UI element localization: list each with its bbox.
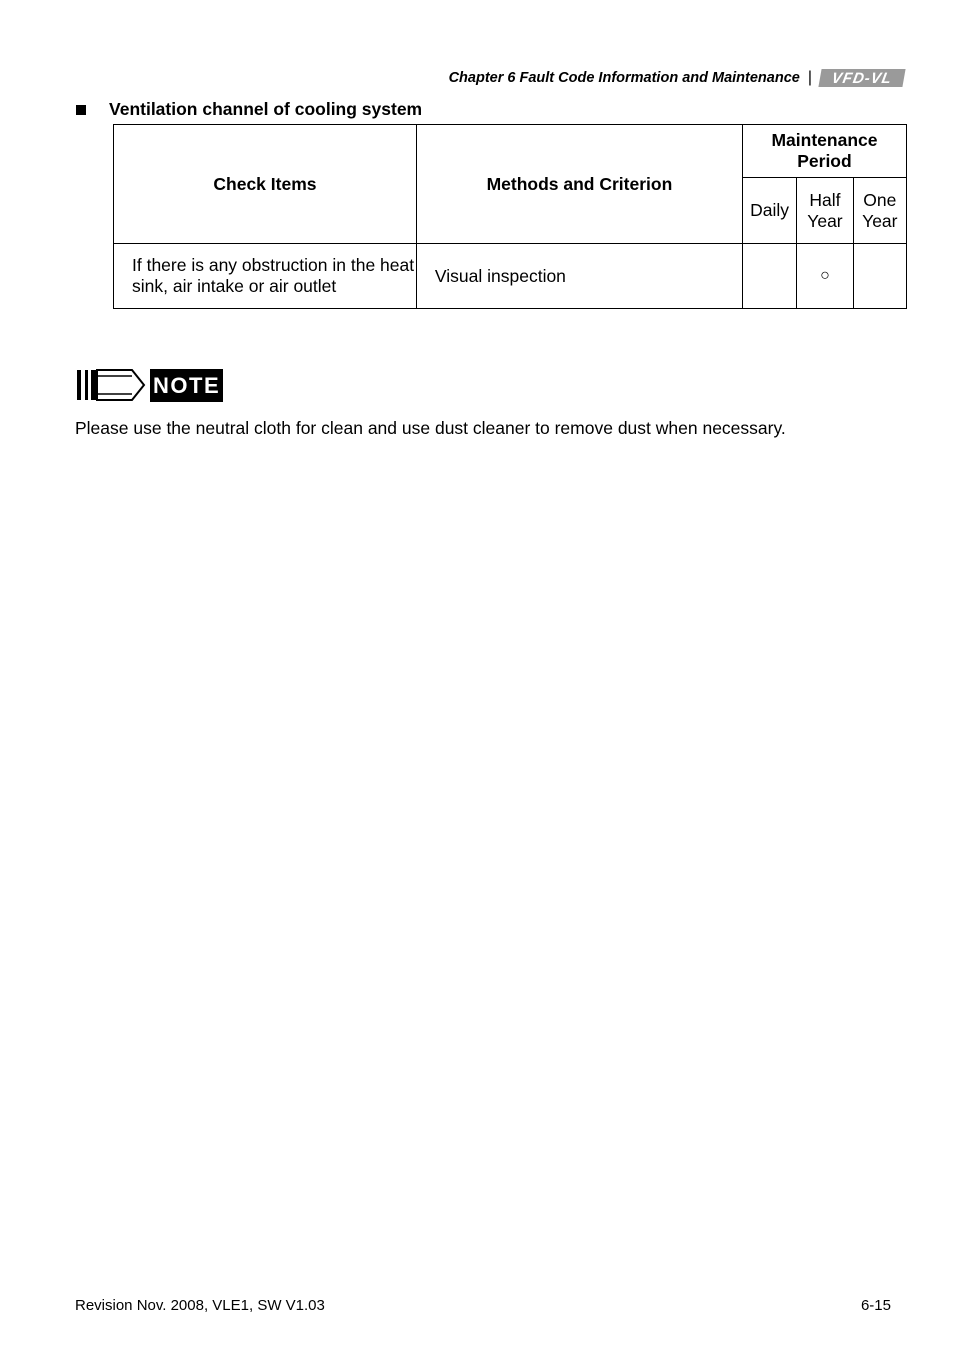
footer-revision: Revision Nov. 2008, VLE1, SW V1.03 (75, 1297, 325, 1314)
header-separator: | (807, 69, 812, 86)
product-logo: VFD-VL (818, 69, 905, 87)
maintenance-table (113, 124, 907, 309)
header-methods: Methods and Criterion (416, 125, 742, 244)
header-half-year: Half Year (797, 178, 853, 244)
note-badge (76, 368, 223, 402)
cell-half-year: ○ (797, 244, 853, 309)
cell-one-year (853, 244, 906, 309)
cell-daily (742, 244, 796, 309)
table-row (114, 244, 907, 309)
note-label: NOTE (150, 369, 223, 402)
section-title: Ventilation channel of cooling system (109, 99, 423, 119)
square-bullet-icon (76, 105, 86, 115)
chapter-title: Chapter 6 Fault Code Information and Maintenance (448, 70, 800, 86)
cell-check-item: If there is any obstruction in the heat sink, air intake or air outlet (114, 244, 417, 309)
note-text: Please use the neutral cloth for clean and use dust cleaner to remove dust when necessary. (75, 418, 786, 438)
table-header-row (114, 125, 907, 178)
pencil-icon (76, 368, 146, 402)
cell-method: Visual inspection (416, 244, 742, 309)
header-check-items: Check Items (114, 125, 417, 244)
header-daily: Daily (742, 178, 796, 244)
header-one-year: One Year (853, 178, 906, 244)
page-header (449, 68, 904, 88)
section-heading (76, 99, 422, 120)
header-maintenance-period: Maintenance Period (742, 125, 906, 178)
footer-page-number: 6-15 (860, 1297, 891, 1314)
